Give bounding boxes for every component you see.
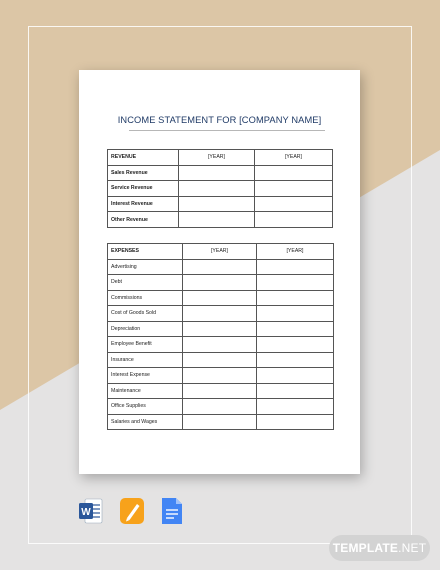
year-value-cell[interactable] bbox=[257, 275, 334, 291]
year-value-cell[interactable] bbox=[257, 414, 334, 430]
year-value-cell[interactable] bbox=[179, 212, 255, 228]
table-row bbox=[108, 306, 334, 322]
year-value-cell[interactable] bbox=[183, 383, 257, 399]
year-value-cell[interactable] bbox=[183, 337, 257, 353]
table-row bbox=[108, 321, 334, 337]
table-row bbox=[108, 290, 334, 306]
year-value-cell[interactable] bbox=[255, 181, 333, 197]
row-label: Insurance bbox=[108, 352, 183, 368]
word-icon[interactable] bbox=[78, 497, 104, 525]
svg-text:W: W bbox=[81, 507, 91, 518]
table-row bbox=[108, 259, 334, 275]
year-value-cell[interactable] bbox=[179, 196, 255, 212]
table-row bbox=[108, 399, 334, 415]
revenue-table bbox=[107, 149, 333, 228]
year-value-cell[interactable] bbox=[257, 306, 334, 322]
table-row bbox=[108, 275, 334, 291]
google-docs-icon[interactable] bbox=[160, 497, 184, 525]
table-header-row bbox=[108, 150, 333, 166]
year-value-cell[interactable] bbox=[183, 275, 257, 291]
expenses-table bbox=[107, 243, 334, 430]
table-header-label: REVENUE bbox=[108, 150, 179, 166]
document-title: INCOME STATEMENT FOR [COMPANY NAME] bbox=[117, 115, 322, 125]
brand-badge[interactable] bbox=[329, 535, 430, 561]
year-value-cell[interactable] bbox=[257, 321, 334, 337]
table-header-row bbox=[108, 244, 334, 260]
row-label: Service Revenue bbox=[108, 181, 179, 197]
table-row bbox=[108, 165, 333, 181]
year-header: [YEAR] bbox=[255, 150, 333, 166]
year-value-cell[interactable] bbox=[183, 368, 257, 384]
row-label: Employee Benefit bbox=[108, 337, 183, 353]
year-value-cell[interactable] bbox=[183, 352, 257, 368]
brand-name: TEMPLATE bbox=[332, 541, 399, 555]
year-value-cell[interactable] bbox=[257, 368, 334, 384]
year-header: [YEAR] bbox=[183, 244, 257, 260]
brand-suffix: .NET bbox=[398, 541, 427, 555]
document-page bbox=[79, 70, 360, 474]
table-row bbox=[108, 337, 334, 353]
row-label: Cost of Goods Sold bbox=[108, 306, 183, 322]
row-label: Depreciation bbox=[108, 321, 183, 337]
year-value-cell[interactable] bbox=[255, 196, 333, 212]
table-row bbox=[108, 212, 333, 228]
table-row bbox=[108, 196, 333, 212]
year-value-cell[interactable] bbox=[183, 399, 257, 415]
table-row bbox=[108, 181, 333, 197]
table-row bbox=[108, 383, 334, 399]
table-row bbox=[108, 352, 334, 368]
year-value-cell[interactable] bbox=[179, 165, 255, 181]
row-label: Sales Revenue bbox=[108, 165, 179, 181]
year-value-cell[interactable] bbox=[255, 165, 333, 181]
row-label: Advertising bbox=[108, 259, 183, 275]
row-label: Debt bbox=[108, 275, 183, 291]
year-value-cell[interactable] bbox=[257, 290, 334, 306]
year-value-cell[interactable] bbox=[257, 259, 334, 275]
year-value-cell[interactable] bbox=[257, 337, 334, 353]
row-label: Office Supplies bbox=[108, 399, 183, 415]
year-value-cell[interactable] bbox=[179, 181, 255, 197]
year-value-cell[interactable] bbox=[183, 290, 257, 306]
year-value-cell[interactable] bbox=[183, 321, 257, 337]
table-row bbox=[108, 414, 334, 430]
row-label: Interest Expense bbox=[108, 368, 183, 384]
year-value-cell[interactable] bbox=[183, 259, 257, 275]
year-value-cell[interactable] bbox=[257, 352, 334, 368]
year-header: [YEAR] bbox=[179, 150, 255, 166]
row-label: Other Revenue bbox=[108, 212, 179, 228]
year-value-cell[interactable] bbox=[255, 212, 333, 228]
row-label: Commissions bbox=[108, 290, 183, 306]
year-value-cell[interactable] bbox=[183, 414, 257, 430]
row-label: Salaries and Wages bbox=[108, 414, 183, 430]
table-row bbox=[108, 368, 334, 384]
title-divider bbox=[129, 130, 325, 131]
year-value-cell[interactable] bbox=[183, 306, 257, 322]
table-header-label: EXPENSES bbox=[108, 244, 183, 260]
year-value-cell[interactable] bbox=[257, 383, 334, 399]
year-value-cell[interactable] bbox=[257, 399, 334, 415]
pages-icon[interactable] bbox=[119, 497, 145, 525]
row-label: Maintenance bbox=[108, 383, 183, 399]
year-header: [YEAR] bbox=[257, 244, 334, 260]
row-label: Interest Revenue bbox=[108, 196, 179, 212]
